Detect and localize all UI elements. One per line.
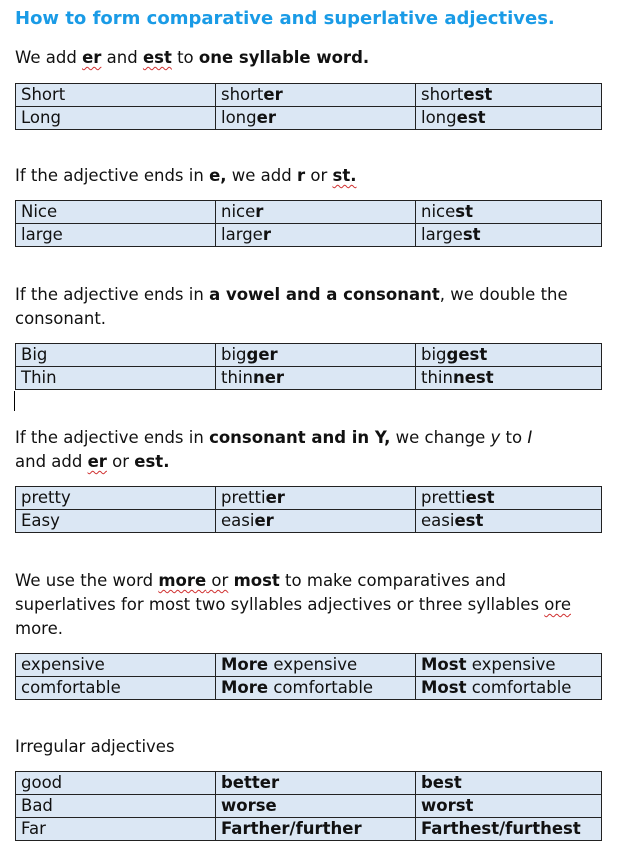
superlative-cell: best — [416, 772, 602, 795]
table-row — [16, 818, 602, 841]
table-row — [16, 654, 602, 677]
table-row — [16, 367, 602, 390]
rule-consonant-y: If the adjective ends in consonant and in Y, we change y to I and add er or est. — [15, 428, 533, 471]
rule-ends-in-e: If the adjective ends in e, we add r or st. — [15, 166, 357, 185]
table-row — [16, 201, 602, 224]
superlative-cell: thinnest — [416, 367, 602, 390]
table-ends-in-e — [15, 200, 602, 247]
base-cell: Big — [16, 344, 216, 367]
comparative-cell: longer — [216, 107, 416, 130]
base-cell: Long — [16, 107, 216, 130]
base-cell: Thin — [16, 367, 216, 390]
superlative-cell: shortest — [416, 84, 602, 107]
table-row — [16, 772, 602, 795]
table-row — [16, 795, 602, 818]
irregular-heading: Irregular adjectives — [15, 737, 175, 756]
base-cell: Far — [16, 818, 216, 841]
table-irregular — [15, 771, 602, 841]
base-cell: large — [16, 224, 216, 247]
table-row — [16, 487, 602, 510]
base-cell: Nice — [16, 201, 216, 224]
comparative-cell: nicer — [216, 201, 416, 224]
comparative-cell: worse — [216, 795, 416, 818]
base-cell: pretty — [16, 487, 216, 510]
base-cell: good — [16, 772, 216, 795]
superlative-cell: nicest — [416, 201, 602, 224]
comparative-cell: Farther/further — [216, 818, 416, 841]
comparative-cell: shorter — [216, 84, 416, 107]
table-more-most — [15, 653, 602, 700]
text-cursor — [14, 391, 15, 411]
comparative-cell: prettier — [216, 487, 416, 510]
table-one-syllable — [15, 83, 602, 130]
comparative-cell: thinner — [216, 367, 416, 390]
comparative-cell: bigger — [216, 344, 416, 367]
superlative-cell: easiest — [416, 510, 602, 533]
superlative-cell: worst — [416, 795, 602, 818]
base-cell: expensive — [16, 654, 216, 677]
base-cell: Short — [16, 84, 216, 107]
page-title: How to form comparative and superlative adjectives. — [15, 8, 555, 29]
comparative-cell: better — [216, 772, 416, 795]
superlative-cell: prettiest — [416, 487, 602, 510]
superlative-cell: longest — [416, 107, 602, 130]
superlative-cell: largest — [416, 224, 602, 247]
superlative-cell: Farthest/furthest — [416, 818, 602, 841]
table-row — [16, 107, 602, 130]
comparative-cell: More comfortable — [216, 677, 416, 700]
comparative-cell: larger — [216, 224, 416, 247]
superlative-cell: Most comfortable — [416, 677, 602, 700]
comparative-cell: More expensive — [216, 654, 416, 677]
table-row — [16, 224, 602, 247]
table-row — [16, 510, 602, 533]
table-vowel-consonant — [15, 343, 602, 390]
table-row — [16, 84, 602, 107]
table-consonant-y — [15, 486, 602, 533]
table-row — [16, 344, 602, 367]
superlative-cell: biggest — [416, 344, 602, 367]
superlative-cell: Most expensive — [416, 654, 602, 677]
base-cell: Bad — [16, 795, 216, 818]
rule-vowel-consonant: If the adjective ends in a vowel and a consonant, we double the consonant. — [15, 285, 568, 328]
base-cell: Easy — [16, 510, 216, 533]
rule-one-syllable: We add er and est to one syllable word. — [15, 48, 370, 67]
rule-more-most: We use the word more or most to make comparatives and superlatives for most two syllables adjectives or three syllables ore more. — [15, 571, 571, 638]
table-row — [16, 677, 602, 700]
base-cell: comfortable — [16, 677, 216, 700]
comparative-cell: easier — [216, 510, 416, 533]
